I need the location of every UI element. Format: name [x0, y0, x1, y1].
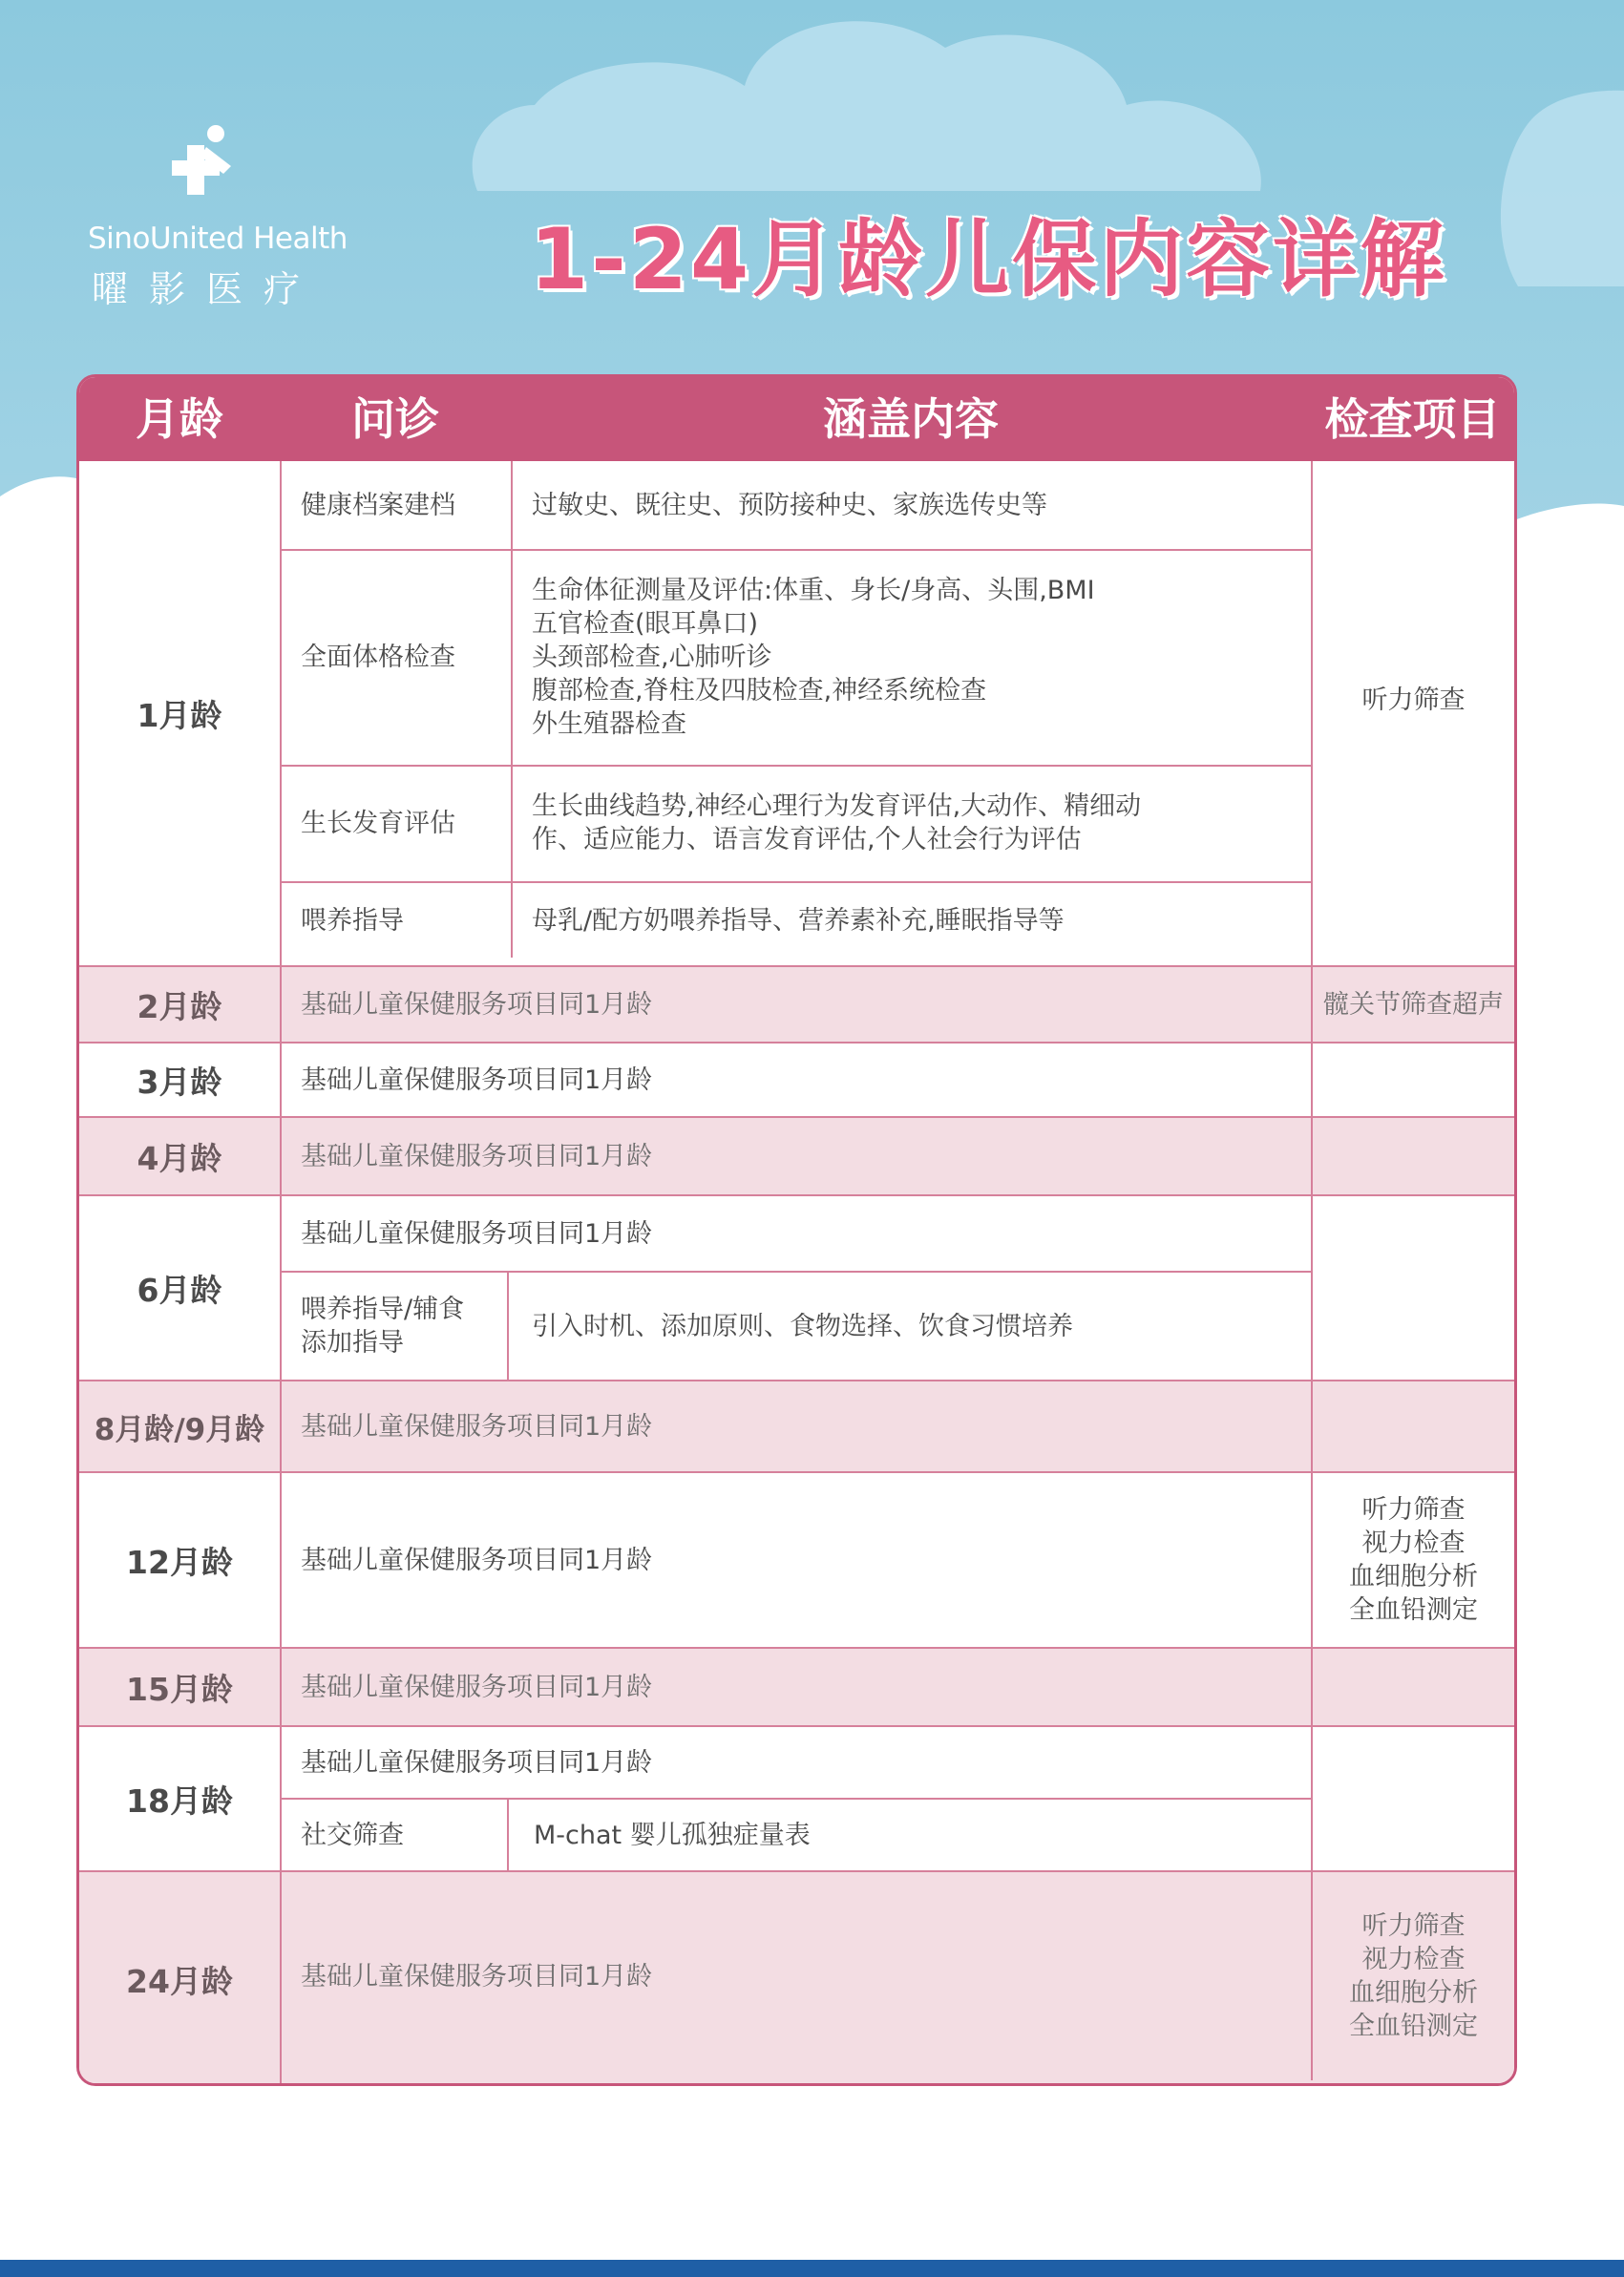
age-label: 6月龄 [137, 1271, 222, 1309]
content-cell: 生长曲线趋势,神经心理行为发育评估,大动作、精细动 作、适应能力、语言发育评估,个人社会行为评估 [532, 791, 1142, 854]
header-age: 月龄 [136, 393, 223, 445]
brand-name-en: SinoUnited Health [88, 221, 348, 256]
content-cell: 基础儿童保健服务项目同1月龄 [301, 1065, 653, 1095]
row-12-month [79, 1473, 1514, 1647]
row-3-month [79, 1044, 1514, 1116]
brand-name-cn: 曜影医疗 [92, 268, 322, 310]
consult-cell: 喂养指导 [301, 905, 404, 936]
table-header [79, 377, 1514, 461]
age-label: 4月龄 [137, 1139, 222, 1177]
age-label: 15月龄 [126, 1670, 233, 1708]
consult-cell: 喂养指导/辅食 添加指导 [301, 1295, 465, 1358]
row-15-month [79, 1649, 1514, 1725]
age-label: 24月龄 [126, 1962, 233, 2000]
consult-cell: 生长发育评估 [301, 808, 455, 838]
age-label: 2月龄 [137, 987, 222, 1025]
row-1-month [79, 461, 1514, 965]
exam-cell: 髋关节筛查超声 [1323, 989, 1504, 1020]
content-cell: 基础儿童保健服务项目同1月龄 [301, 1672, 653, 1702]
consult-cell: 健康档案建档 [301, 490, 455, 520]
content-cell: 基础儿童保健服务项目同1月龄 [301, 989, 653, 1020]
row-8-9-month [79, 1381, 1514, 1471]
content-cell: 过敏史、既往史、预防接种史、家族选传史等 [532, 490, 1047, 520]
content-cell: 母乳/配方奶喂养指导、营养素补充,睡眠指导等 [532, 905, 1065, 936]
content-cell: 基础儿童保健服务项目同1月龄 [301, 1961, 653, 1992]
age-label: 1月龄 [137, 696, 222, 734]
sinounited-health-logo-icon [172, 122, 239, 199]
page-title: 1-24月龄儿保内容详解 [530, 210, 1447, 308]
exam-cell: 听力筛查 视力检查 血细胞分析 全血铅测定 [1349, 1495, 1478, 1625]
exam-cell: 听力筛查 [1361, 685, 1466, 715]
checkup-table [76, 374, 1517, 2086]
content-cell: 基础儿童保健服务项目同1月龄 [301, 1411, 653, 1442]
consult-cell: 社交筛查 [301, 1820, 404, 1850]
row-4-month [79, 1118, 1514, 1194]
content-cell: 基础儿童保健服务项目同1月龄 [301, 1141, 653, 1171]
content-cell: 生命体征测量及评估:体重、身长/身高、头围,BMI 五官检查(眼耳鼻口) 头颈部检查,心肺听诊 腹部检查,脊柱及四肢检查,神经系统检查 外生殖器检查 [532, 575, 1095, 739]
header-consult: 问诊 [351, 393, 439, 445]
content-cell: 基础儿童保健服务项目同1月龄 [301, 1218, 653, 1249]
bottom-bar [0, 2260, 1624, 2277]
age-label: 12月龄 [126, 1543, 233, 1581]
content-cell: M-chat 婴儿孤独症量表 [534, 1820, 811, 1850]
row-24-month [79, 1872, 1514, 2086]
content-cell: 基础儿童保健服务项目同1月龄 [301, 1545, 653, 1575]
header-exam: 检查项目 [1324, 393, 1501, 445]
row-2-month [79, 967, 1514, 1042]
row-18-month [79, 1727, 1514, 1870]
row-6-month [79, 1196, 1514, 1380]
age-label: 8月龄/9月龄 [94, 1412, 265, 1447]
consult-cell: 全面体格检查 [301, 642, 455, 672]
header-content: 涵盖内容 [823, 393, 999, 445]
age-label: 18月龄 [126, 1782, 233, 1820]
age-label: 3月龄 [137, 1063, 222, 1101]
content-cell: 基础儿童保健服务项目同1月龄 [301, 1747, 653, 1778]
content-cell: 引入时机、添加原则、食物选择、饮食习惯培养 [532, 1311, 1073, 1341]
exam-cell: 听力筛查 视力检查 血细胞分析 全血铅测定 [1349, 1911, 1478, 2041]
